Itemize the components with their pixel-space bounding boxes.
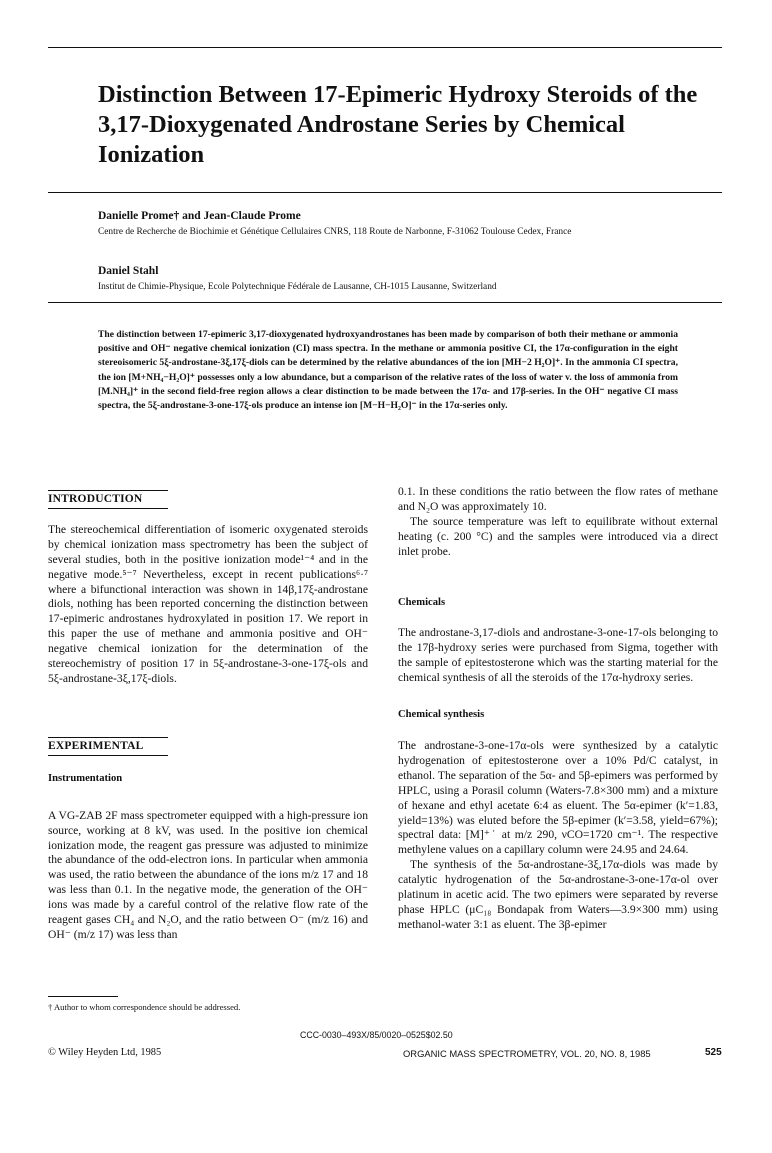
- author-block-1: [98, 210, 728, 238]
- author-names: Danielle Prome† and Jean-Claude Prome: [98, 210, 301, 222]
- synthesis-text-2: The synthesis of the 5α-androstane-3ξ,17α-diols was made by catalytic hydrogenation of the 5α-androstane-3-one-17α-ol over platinum in acetic acid. The two epimers were separated by reverse phase HPLC (μC₁₈ Bondapak from Waters—3.9×300 mm) using methanol-water 3:1 as eluent. The 3β-epimer: [398, 858, 718, 931]
- doi-line: CCC-0030–493X/85/0020–0525$02.50: [300, 1030, 453, 1040]
- footnote-rule: [48, 996, 118, 997]
- chemicals-text: The androstane-3,17-diols and androstane-3-one-17-ols belonging to the 17β-hydroxy series were purchased from Sigma, together with the sample of epitestosterone which was the starting material for the chemical synthesis of all the steroids of the 17α-hydroxy series.: [398, 626, 718, 685]
- title-rule: [48, 192, 722, 193]
- experimental-heading: EXPERIMENTAL: [48, 737, 168, 756]
- copyright: © Wiley Heyden Ltd, 1985: [48, 1047, 162, 1058]
- continuation-text: 0.1. In these conditions the ratio between the flow rates of methane and N₂O was approximately 10.: [398, 485, 718, 513]
- instrumentation-heading: Instrumentation: [48, 772, 123, 784]
- paper-title: Distinction Between 17-Epimeric Hydroxy Steroids of the 3,17-Dioxygenated Androstane Series by Chemical Ionization: [98, 81, 698, 168]
- author-affiliation: Institut de Chimie-Physique, Ecole Polytechnique Fédérale de Lausanne, CH-1015 Lausanne, Switzerland: [98, 282, 497, 292]
- synthesis-text-1: The androstane-3-one-17α-ols were synthesized by a catalytic hydrogenation of epitestosterone over a 10% Pd/C catalyst, in ethanol. The separation of the 5α- and 5β-epimers was performed by HPLC, using a Porasil column (Waters-7.8×300 mm) and a mixture of hexane and ethyl acetate 6:4 as eluent. The 5α-epimer (k′=1.83, yield=13%) was eluted before the 5β-epimer (k′=3.58, yield=67%); spectral data: [M]⁺˙ at m/z 290, νCO=1720 cm⁻¹. The respective methylene values on a capillary column were 24.95 and 24.64.: [398, 738, 718, 857]
- abstract: The distinction between 17-epimeric 3,17-dioxygenated hydroxyandrostanes has been made by comparison of both their methane or ammonia positive and OH⁻ negative chemical ionization (CI) mass spectra. In the methane or ammonia positive CI, the 17α-configuration in the eight stereoisomeric 5ξ-androstane-3ξ,17ξ-diols can be determined by the relative abundances of the ion [MH−2 H₂O]⁺. In the ammonia CI spectra, the ion [M+NH₄−H₂O]⁺ possesses only a low abundance, but a comparison of the relative rates of the loss of water v. the loss of ammonia from [M.NH₄]⁺ in the second field-free region allows a clear distinction to be made between the 17α- and 17β-series. In the OH⁻ negative CI mass spectra, the 5ξ-androstane-3-one-17ξ-ols produce an intense ion [M−H−H₂O]⁻ in the 17α-series only.: [98, 329, 678, 412]
- authors-rule: [48, 302, 722, 303]
- left-column: [48, 490, 368, 943]
- synthesis-heading: Chemical synthesis: [398, 709, 485, 721]
- chemicals-heading: Chemicals: [398, 596, 446, 608]
- instrumentation-text: A VG-ZAB 2F mass spectrometer equipped with a high-pressure ion source, working at 8 kV, was used. In the positive ion chemical ionization mode, the reagent gas pressure was adjusted to minimize the abundance of the odd-electron ions. In particular when ammonia was used, the ratio between the abundance of the ions m/z 17 and 18 was less than 0.1. In the negative mode, the generation of the OH⁻ ions was made by a careful control of the relative flow rate of the reagent gases CH₄ and N₂O, and the ratio between O⁻ (m/z 16) and OH⁻ (m/z 17) was less than: [48, 808, 368, 941]
- author-affiliation: Centre de Recherche de Biochimie et Génétique Cellulaires CNRS, 118 Route de Narbonne, F-31062 Toulouse Cedex, France: [98, 227, 572, 237]
- right-column: [398, 485, 718, 933]
- top-rule: [48, 47, 722, 48]
- source-text: The source temperature was left to equilibrate without external heating (c. 200 °C) and the samples were introduced via a direct inlet probe.: [398, 514, 718, 558]
- page-number: 525: [705, 1047, 722, 1058]
- author-block-2: [98, 265, 728, 293]
- author-names: Daniel Stahl: [98, 265, 159, 277]
- journal-citation: ORGANIC MASS SPECTROMETRY, VOL. 20, NO. 8, 1985: [403, 1048, 651, 1059]
- footnote: † Author to whom correspondence should be addressed.: [48, 1002, 241, 1012]
- introduction-text: The stereochemical differentiation of isomeric oxygenated steroids by chemical ionization mass spectrometry has been the subject of several studies, both in the positive ionization mode¹⁻⁴ and in the negative mode.⁵⁻⁷ Nevertheless, except in recent publications⁶·⁷ where a bifunctional interaction was shown in 14β,17ξ-androstane diols, nothing has been reported concerning the distinction between 17-epimeric androstanes hydroxylated in position 17. We report in this paper the use of methane and ammonia positive and OH⁻ negative chemical ionization for the determination of the stereochemistry of position 17 in 5ξ-androstane-3-one-17ξ-ols and 5ξ-androstane-3ξ,17ξ-diols.: [48, 522, 368, 685]
- introduction-heading: INTRODUCTION: [48, 490, 168, 509]
